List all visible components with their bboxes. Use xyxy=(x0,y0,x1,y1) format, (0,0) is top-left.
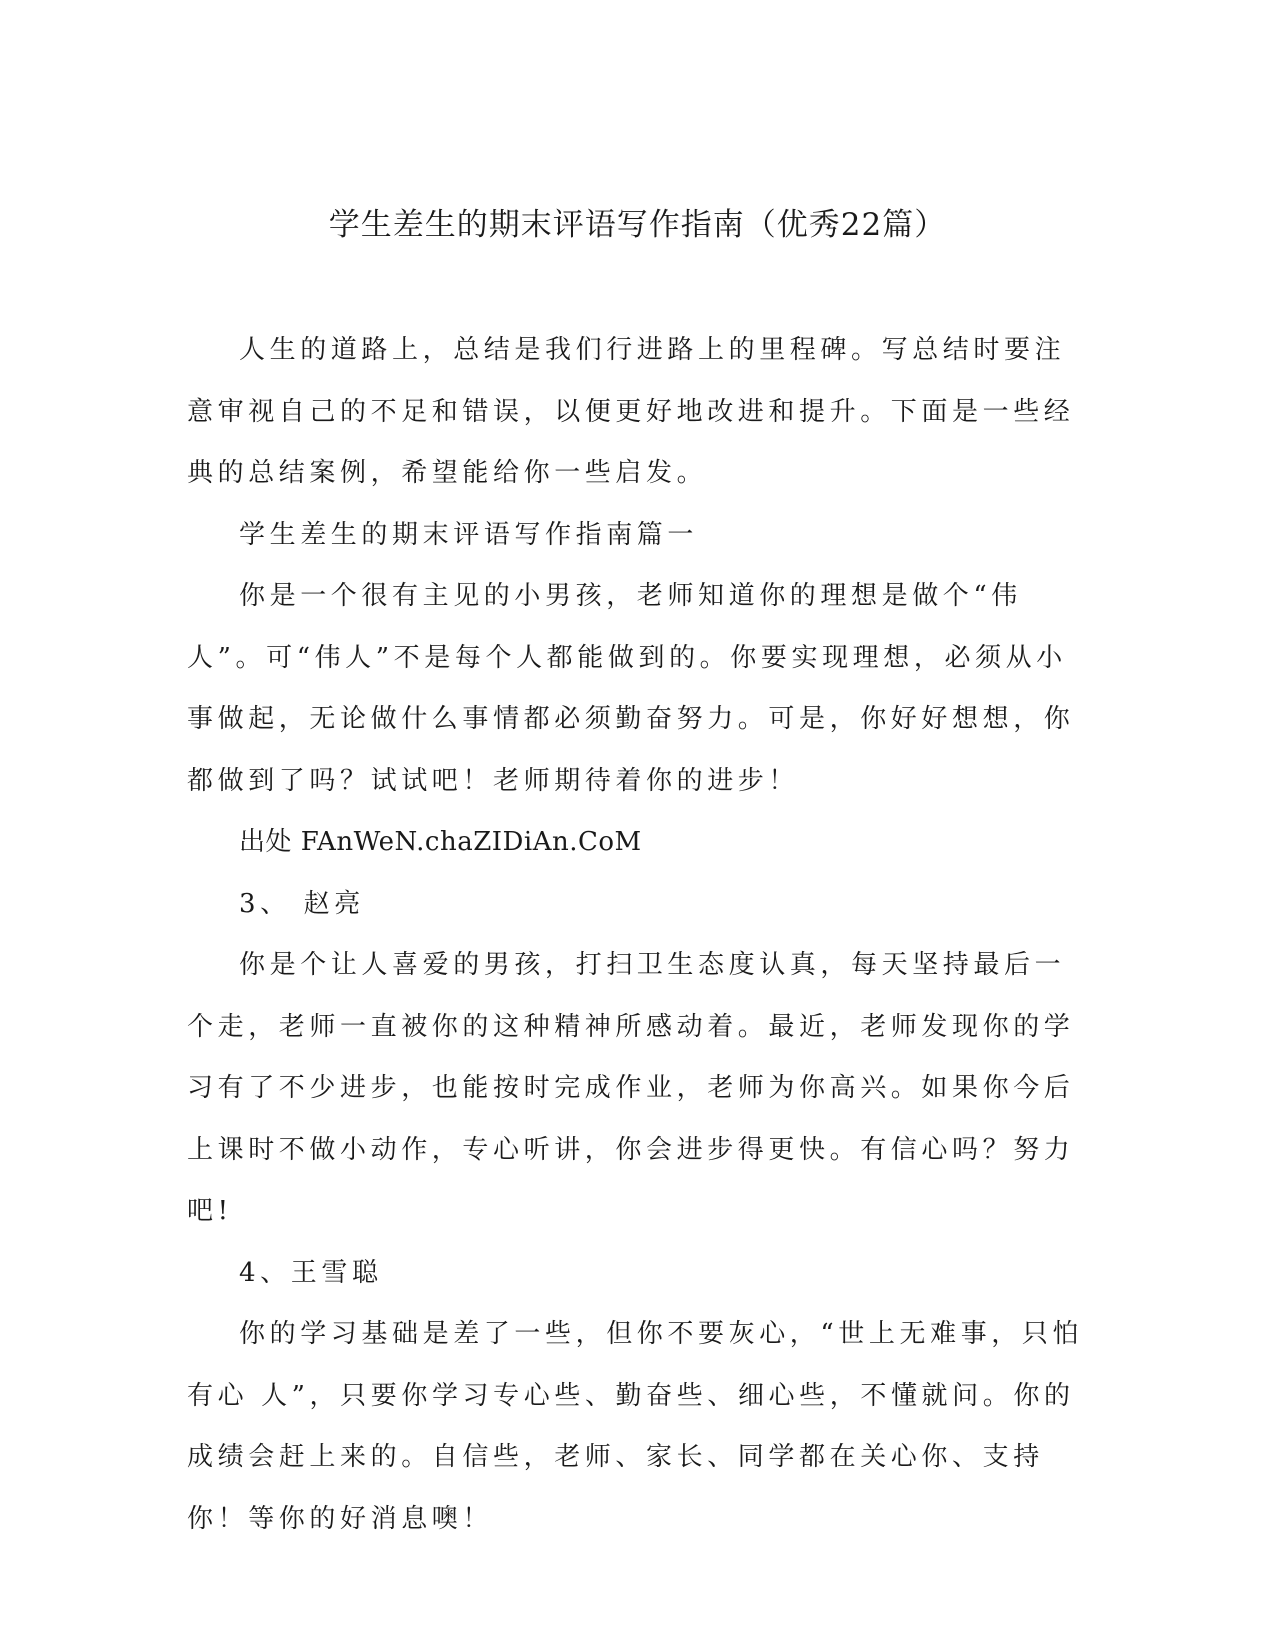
comment-paragraph: 你的学习基础是差了一些，但你不要灰心，“世上无难事，只怕有心 人”，只要你学习专心些、勤奋些、细心些，不懂就问。你的成绩会赶上来的。自信些，老师、家长、同学都在关心你、支持你！等你的好消息噢！ xyxy=(187,1319,1084,1534)
student-heading: 4、王雪聪 xyxy=(239,1257,383,1288)
source-line: 出处 FAnWeN.chaZIDiAn.CoM xyxy=(239,827,642,857)
student-heading: 3、 赵亮 xyxy=(239,888,365,919)
document-body xyxy=(187,320,1087,1550)
section-heading: 学生差生的期末评语写作指南篇一 xyxy=(239,519,699,550)
comment-paragraph: 你是一个很有主见的小男孩，老师知道你的理想是做个“伟人”。可“伟人”不是每个人都能做到的。你要实现理想，必须从小事做起，无论做什么事情都必须勤奋努力。可是，你好好想想，你都做到了吗？试试吧！老师期待着你的进步！ xyxy=(187,581,1075,796)
comment-paragraph: 你是个让人喜爱的男孩，打扫卫生态度认真，每天坚持最后一个走，老师一直被你的这种精神所感动着。最近，老师发现你的学习有了不少进步，也能按时完成作业，老师为你高兴。如果你今后上课时不做小动作，专心听讲，你会进步得更快。有信心吗？努力吧! xyxy=(187,950,1075,1226)
intro-paragraph: 人生的道路上，总结是我们行进路上的里程碑。写总结时要注意审视自己的不足和错误，以便更好地改进和提升。下面是一些经典的总结案例，希望能给你一些启发。 xyxy=(187,335,1075,488)
document-title: 学生差生的期末评语写作指南（优秀22篇） xyxy=(328,207,947,243)
